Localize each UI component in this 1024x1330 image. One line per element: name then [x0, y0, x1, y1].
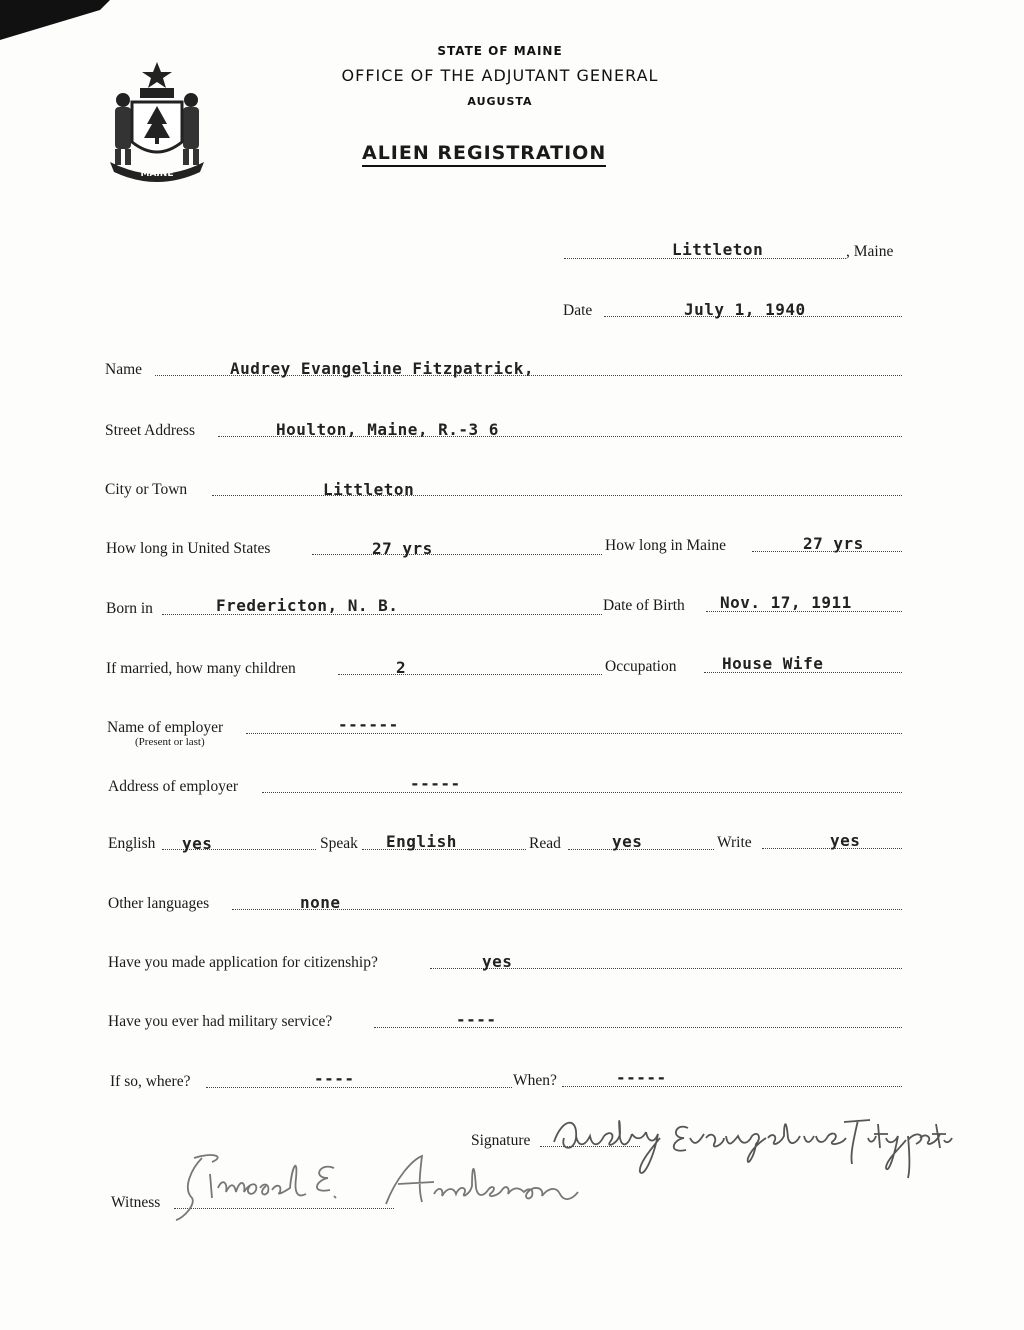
other-lang-label: Other languages: [108, 895, 210, 912]
dob-value: Nov. 17, 1911: [720, 593, 852, 612]
signature-label: Signature: [471, 1132, 531, 1149]
where-line: [206, 1087, 512, 1088]
other-lang-value: none: [300, 893, 341, 912]
state-seal-icon: [104, 58, 210, 182]
citizenship-value: yes: [482, 952, 513, 971]
seal-text: MAINE: [140, 169, 174, 179]
military-label: Have you ever had military service?: [108, 1013, 333, 1030]
employer-value: ------: [338, 715, 399, 734]
military-value: ----: [456, 1010, 497, 1029]
write-label: Write: [717, 834, 752, 851]
when-line: [562, 1086, 902, 1087]
city-name: AUGUSTA: [467, 95, 533, 108]
us-years-line: [312, 554, 602, 555]
children-label: If married, how many children: [106, 660, 296, 677]
torn-edge: [0, 0, 120, 40]
read-label: Read: [529, 835, 561, 852]
name-label: Name: [105, 361, 143, 378]
employer-address-label: Address of employer: [108, 778, 238, 795]
place-value: Littleton: [672, 240, 764, 259]
city-line: [212, 495, 902, 496]
employer-label: [107, 719, 223, 748]
witness-handwriting: [172, 1148, 582, 1226]
form-title: ALIEN REGISTRATION: [362, 142, 606, 167]
dob-label: Date of Birth: [603, 597, 685, 614]
speak-label: Speak: [320, 835, 358, 852]
write-value: yes: [830, 831, 861, 850]
english-value: yes: [182, 834, 213, 853]
employer-label-text: Name of employer: [107, 719, 224, 736]
us-years-label: How long in United States: [106, 540, 271, 557]
employer-address-value: -----: [410, 774, 461, 793]
citizenship-label: Have you made application for citizenship?: [108, 954, 378, 971]
employer-sublabel: (Present or last): [135, 736, 205, 748]
date-value: July 1, 1940: [684, 300, 806, 319]
us-years-value: 27 yrs: [372, 539, 433, 558]
read-value: yes: [612, 832, 643, 851]
born-value: Fredericton, N. B.: [216, 596, 399, 615]
signature-handwriting: [548, 1108, 960, 1182]
military-line: [374, 1027, 902, 1028]
office-name: OFFICE OF THE ADJUTANT GENERAL: [341, 66, 659, 85]
city-label: City or Town: [105, 481, 188, 498]
street-value: Houlton, Maine, R.-3 6: [276, 420, 499, 439]
when-value: -----: [616, 1068, 667, 1087]
occupation-value: House Wife: [722, 654, 824, 673]
street-label: Street Address: [105, 422, 195, 439]
date-label: Date: [563, 302, 593, 319]
when-label: When?: [513, 1072, 557, 1089]
children-value: 2: [396, 658, 407, 677]
english-label: English: [108, 835, 156, 852]
employer-address-line: [262, 792, 902, 793]
name-value: Audrey Evangeline Fitzpatrick,: [230, 359, 534, 378]
place-suffix: , Maine: [846, 243, 894, 260]
maine-years-value: 27 yrs: [803, 534, 864, 553]
state-name: STATE OF MAINE: [437, 44, 563, 58]
where-label: If so, where?: [110, 1073, 191, 1090]
born-label: Born in: [106, 600, 153, 617]
occupation-label: Occupation: [605, 658, 677, 675]
maine-years-label: How long in Maine: [605, 537, 726, 554]
witness-label: Witness: [111, 1194, 161, 1211]
city-value: Littleton: [323, 480, 415, 499]
children-line: [338, 674, 602, 675]
where-value: ----: [314, 1069, 355, 1088]
speak-value: English: [386, 832, 457, 851]
